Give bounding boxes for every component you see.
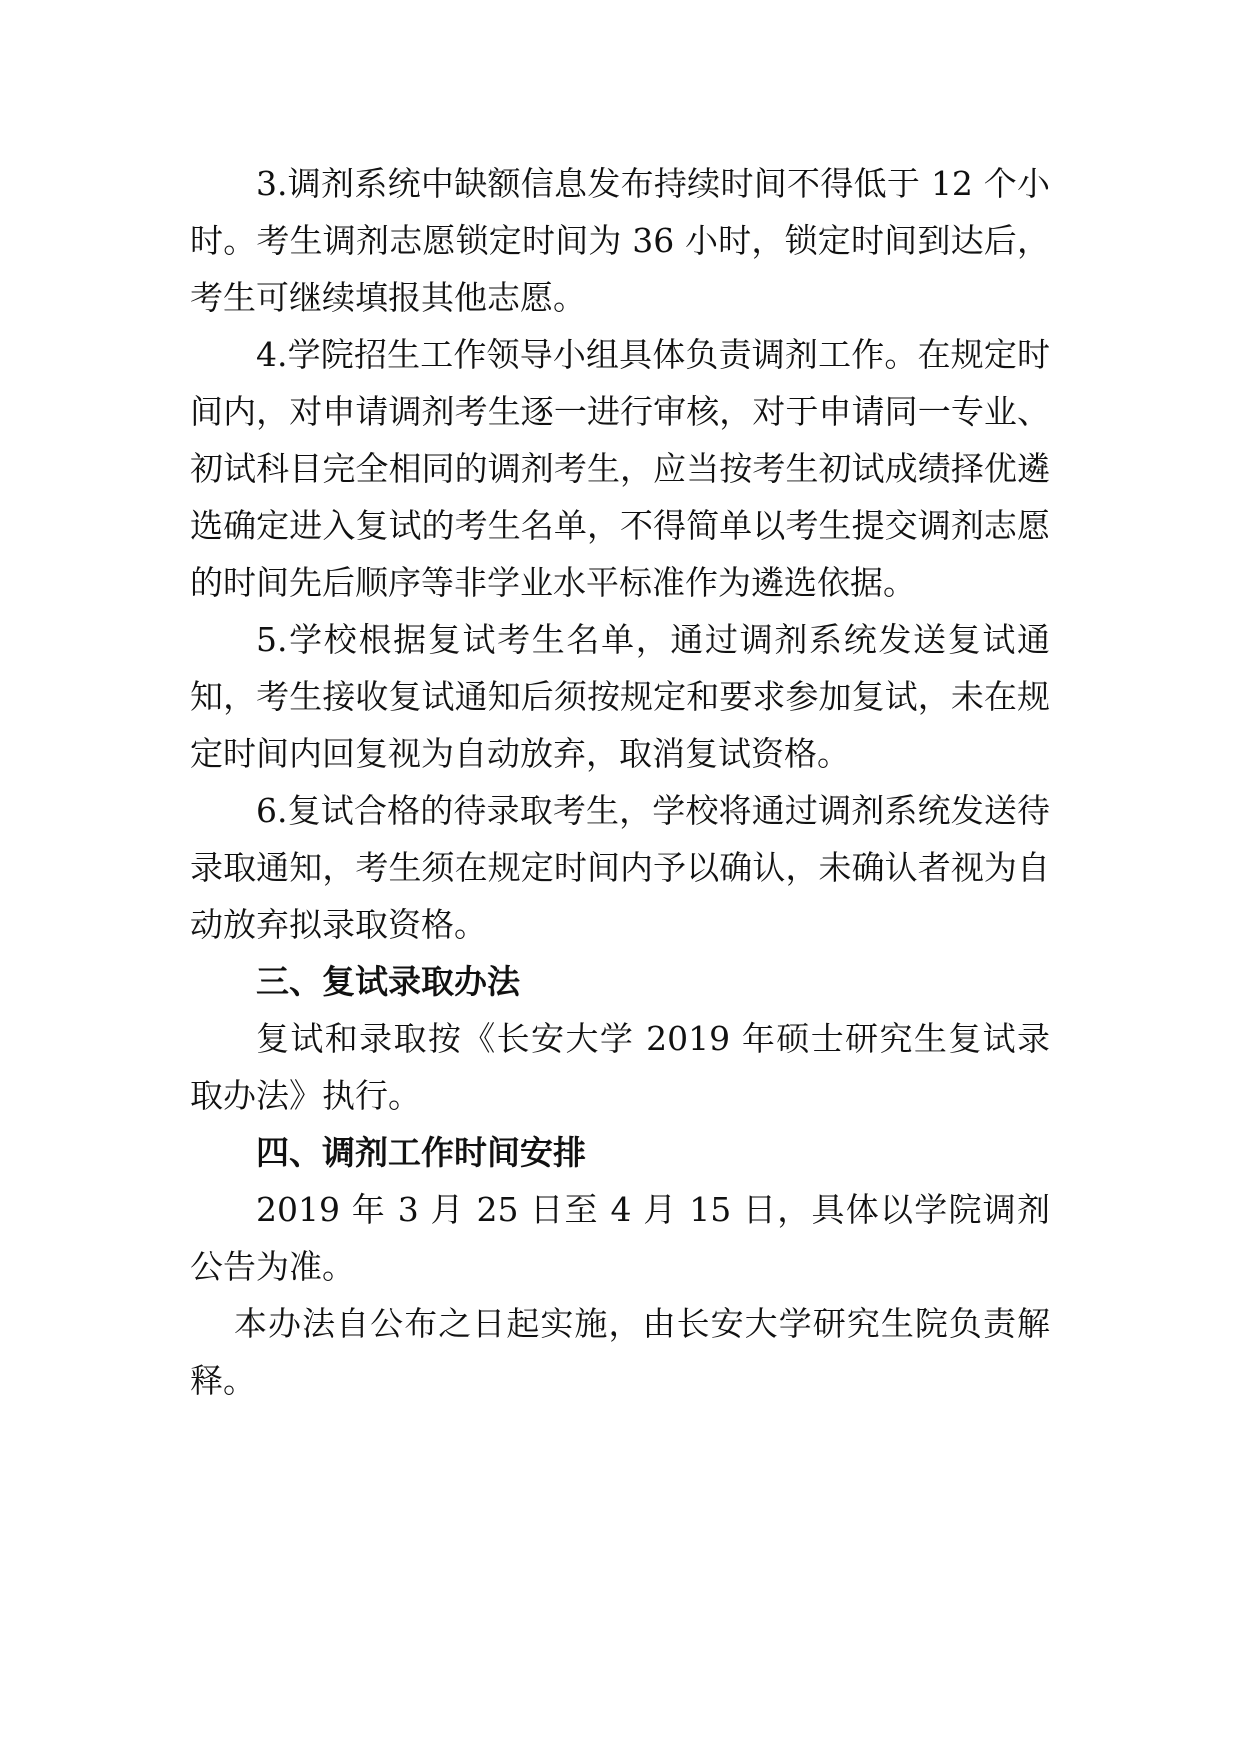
closing-statement: 本办法自公布之日起实施，由长安大学研究生院负责解释。 bbox=[190, 1304, 1050, 1400]
section-body-schedule: 2019 年 3 月 25 日至 4 月 15 日，具体以学院调剂公告为准。 bbox=[190, 1190, 1050, 1286]
section-heading-retest-admission: 三、复试录取办法 bbox=[256, 962, 520, 1001]
paragraph-item-4: 4.学院招生工作领导小组具体负责调剂工作。在规定时间内，对申请调剂考生逐一进行审核，对于申请同一专业、初试科目完全相同的调剂考生，应当按考生初试成绩择优遴选确定进入复试的考生名单，不得简单以考生提交调剂志愿的时间先后顺序等非学业水平标准作为遴选依据。 bbox=[190, 335, 1050, 602]
paragraph-item-3: 3.调剂系统中缺额信息发布持续时间不得低于 12 个小时。考生调剂志愿锁定时间为 36 小时，锁定时间到达后，考生可继续填报其他志愿。 bbox=[190, 164, 1050, 317]
section-heading-schedule: 四、调剂工作时间安排 bbox=[256, 1133, 586, 1172]
paragraph-item-5: 5.学校根据复试考生名单，通过调剂系统发送复试通知，考生接收复试通知后须按规定和要求参加复试，未在规定时间内回复视为自动放弃，取消复试资格。 bbox=[190, 620, 1050, 773]
section-body-retest-admission: 复试和录取按《长安大学 2019 年硕士研究生复试录取办法》执行。 bbox=[190, 1019, 1050, 1115]
paragraph-item-6: 6.复试合格的待录取考生，学校将通过调剂系统发送待录取通知，考生须在规定时间内予以确认，未确认者视为自动放弃拟录取资格。 bbox=[190, 791, 1050, 944]
document-body bbox=[190, 155, 1050, 1409]
